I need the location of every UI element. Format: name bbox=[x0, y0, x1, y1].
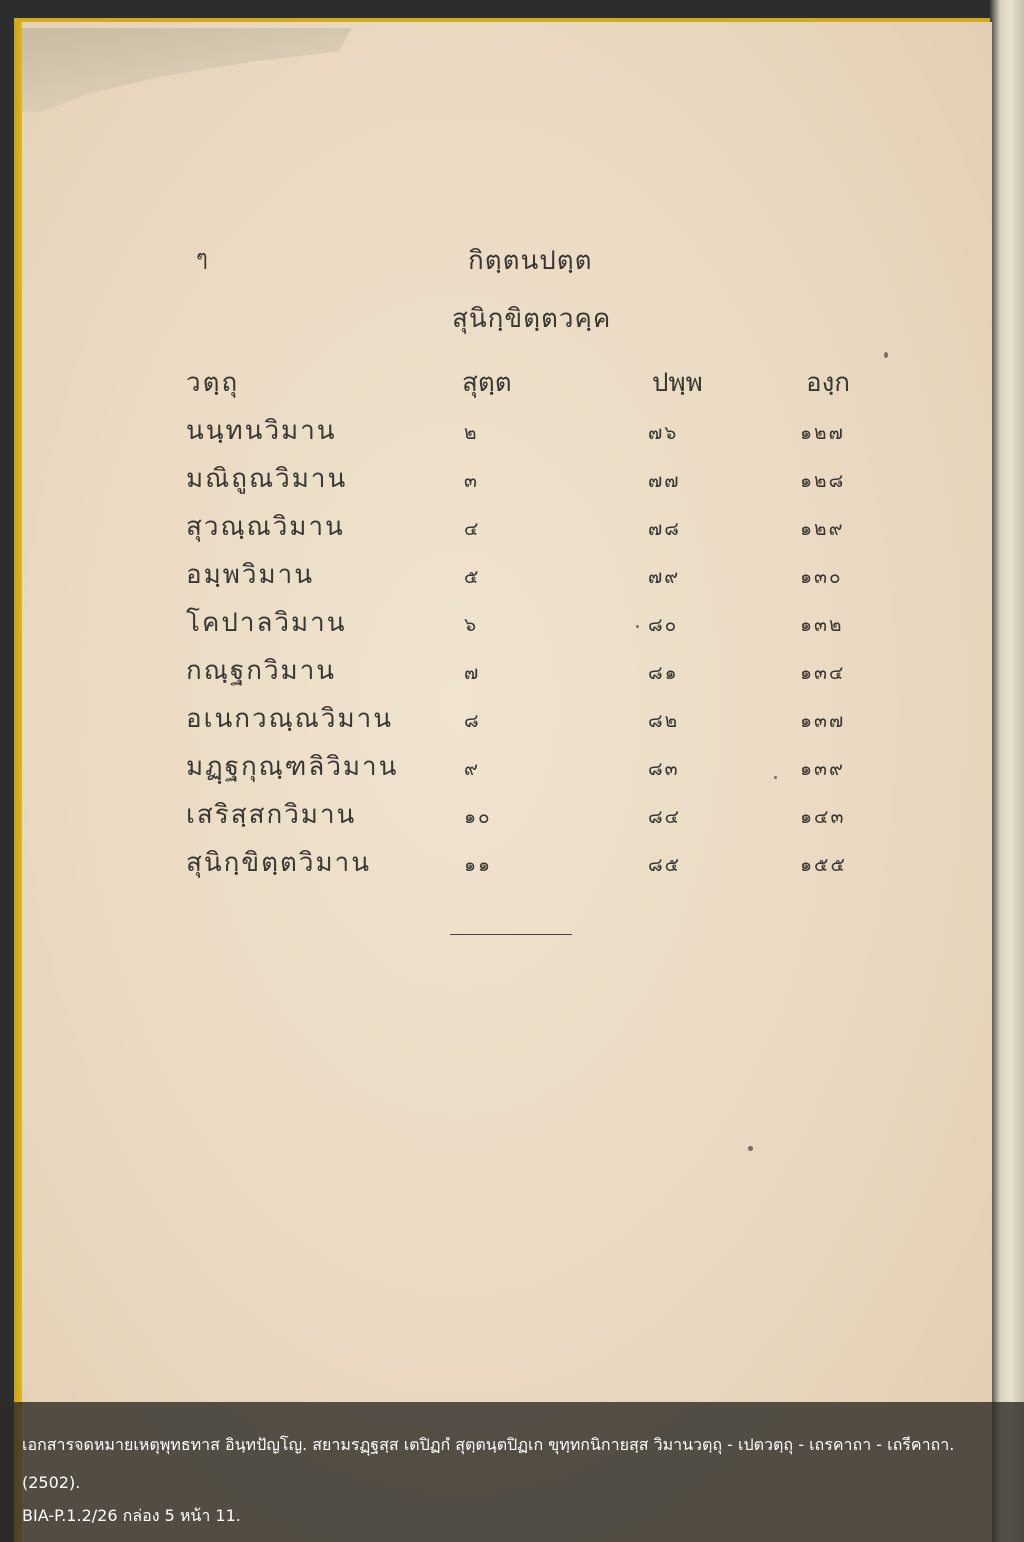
entry-ang: ๑๔๓ bbox=[800, 806, 846, 828]
entry-pali: ๘๐ bbox=[648, 614, 679, 636]
toc-row bbox=[186, 458, 866, 506]
entry-sutta: ๓ bbox=[464, 470, 479, 492]
header-pali: ปพฺพ bbox=[652, 368, 703, 398]
paper-speck bbox=[636, 625, 639, 628]
paper-speck bbox=[748, 1146, 753, 1151]
toc-rows bbox=[186, 410, 866, 890]
entry-sutta: ๑๐ bbox=[464, 806, 492, 828]
entry-ang: ๑๓๒ bbox=[800, 614, 844, 636]
entry-ang: ๑๓๙ bbox=[800, 758, 845, 780]
caption-citation: เอกสารจดหมายเหตุพุทธทาส อินฺทปัญโญ. สยามรฏฺฐสฺส เตปิฏกํ สุตฺตนฺตปิฏเก ขุทฺทกนิกายสฺส วิมานวตฺถุ - เปตวตฺถุ - เถรคาถา - เถรีคาถา. (2502). bbox=[22, 1435, 955, 1492]
entry-pali: ๘๓ bbox=[648, 758, 680, 780]
entry-sutta: ๑๑ bbox=[464, 854, 493, 876]
entry-name: กณฺฐกวิมาน bbox=[186, 656, 337, 686]
toc-header-row bbox=[186, 362, 866, 410]
entry-sutta: ๗ bbox=[464, 662, 481, 684]
entry-name: อมฺพวิมาน bbox=[186, 560, 315, 590]
entry-pali: ๗๘ bbox=[648, 518, 681, 540]
entry-sutta: ๒ bbox=[464, 422, 479, 444]
entry-pali: ๘๑ bbox=[648, 662, 679, 684]
entry-ang: ๑๒๘ bbox=[800, 470, 846, 492]
toc-row bbox=[186, 842, 866, 890]
entry-sutta: ๘ bbox=[464, 710, 481, 732]
toc-row bbox=[186, 746, 866, 794]
toc-row bbox=[186, 554, 866, 602]
toc-row bbox=[186, 794, 866, 842]
caption-reference: BIA-P.1.2/26 กล่อง 5 หน้า 11. bbox=[22, 1506, 241, 1525]
page-number: ๆ bbox=[196, 246, 208, 271]
header-name: วตฺถุ bbox=[186, 368, 240, 398]
entry-name: อเนกวณฺณวิมาน bbox=[186, 704, 393, 734]
divider-line bbox=[450, 934, 572, 935]
entry-ang: ๑๓๗ bbox=[800, 710, 846, 732]
entry-pali: ๗๖ bbox=[648, 422, 679, 444]
entry-name: สุนิกฺขิตฺตวิมาน bbox=[186, 848, 372, 878]
entry-name: มฏฺฐกุณฺฑลิวิมาน bbox=[186, 752, 399, 782]
entry-ang: ๑๓๐ bbox=[800, 566, 843, 588]
entry-sutta: ๔ bbox=[464, 518, 481, 540]
toc-row bbox=[186, 506, 866, 554]
entry-sutta: ๙ bbox=[464, 758, 480, 780]
paper-speck bbox=[774, 776, 777, 779]
entry-pali: ๘๕ bbox=[648, 854, 682, 876]
entry-ang: ๑๕๕ bbox=[800, 854, 847, 876]
table-of-contents bbox=[186, 362, 866, 890]
entry-name: สุวณฺณวิมาน bbox=[186, 512, 345, 542]
entry-ang: ๑๓๔ bbox=[800, 662, 846, 684]
entry-pali: ๘๔ bbox=[648, 806, 682, 828]
page-title: กิตฺตนปตฺต bbox=[468, 246, 593, 276]
entry-name: โคปาลวิมาน bbox=[186, 608, 347, 638]
entry-pali: ๘๒ bbox=[648, 710, 680, 732]
toc-row bbox=[186, 410, 866, 458]
toc-row bbox=[186, 602, 866, 650]
entry-ang: ๑๒๗ bbox=[800, 422, 845, 444]
entry-pali: ๗๗ bbox=[648, 470, 681, 492]
entry-sutta: ๖ bbox=[464, 614, 479, 636]
header-ang: องฺก bbox=[806, 368, 851, 398]
entry-name: เสริสฺสกวิมาน bbox=[186, 800, 357, 830]
toc-row bbox=[186, 650, 866, 698]
entry-sutta: ๕ bbox=[464, 566, 481, 588]
book-binding-right-edge bbox=[990, 0, 1024, 1542]
header-sutta: สุตฺต bbox=[462, 368, 512, 398]
archive-caption bbox=[0, 1402, 1024, 1542]
entry-name: มณิถูณวิมาน bbox=[186, 464, 348, 494]
paper-speck bbox=[884, 352, 888, 358]
entry-name: นนฺทนวิมาน bbox=[186, 416, 337, 446]
section-title: สุนิกฺขิตฺตวคฺค bbox=[452, 304, 612, 334]
entry-pali: ๗๙ bbox=[648, 566, 681, 588]
toc-row bbox=[186, 698, 866, 746]
entry-ang: ๑๒๙ bbox=[800, 518, 845, 540]
